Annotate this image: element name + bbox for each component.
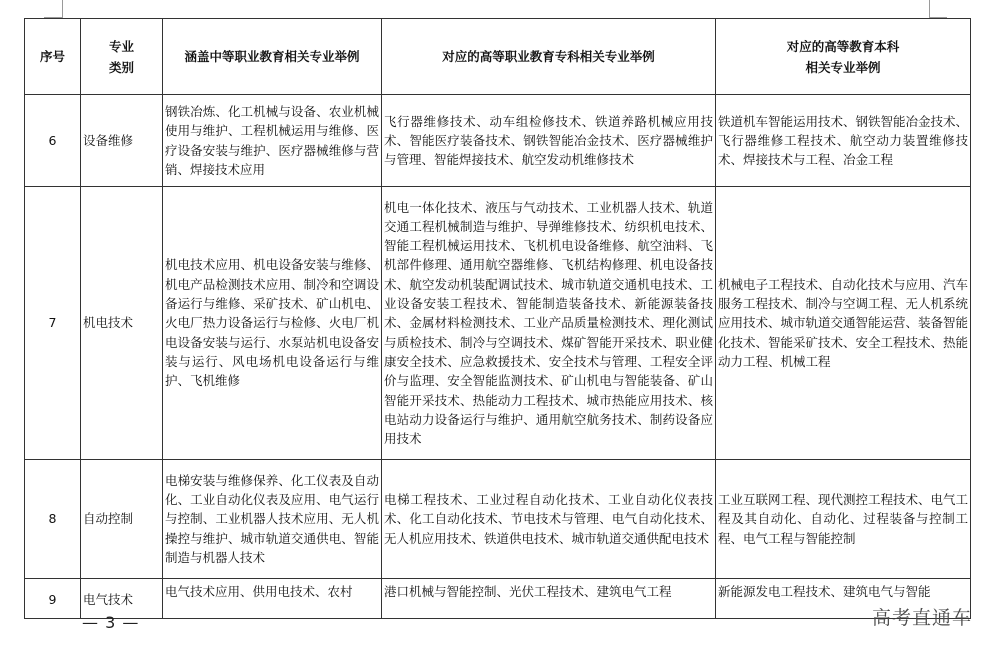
crop-mark-left: [62, 0, 63, 18]
table-row: [25, 95, 971, 187]
header-category: 专业 类别: [81, 19, 163, 95]
table-row: [25, 460, 971, 579]
row-vocational-examples: 电梯工程技术、工业过程自动化技术、工业自动化仪表技术、化工自动化技术、节电技术与管理、电气自动化技术、无人机应用技术、铁道供电技术、城市轨道交通供配电技术: [382, 460, 716, 579]
row-vocational-examples: 机电一体化技术、液压与气动技术、工业机器人技术、轨道交通工程机械制造与维护、导弹维修技术、纺织机电技术、智能工程机械运用技术、飞机机电设备维修、航空油料、飞机部件修理、通用航空器维修、飞机结构修理、机电设备技术、航空发动机装配调试技术、城市轨道交通机电技术、工业设备安装工程技术、智能制造装备技术、新能源装备技术、金属材料检测技术、工业产品质量检测技术、理化测试与质检技术、制冷与空调技术、煤矿智能开采技术、职业健康安全技术、应急救援技术、安全技术与管理、工程安全评价与监理、安全智能监测技术、矿山机电与智能装备、矿山智能开采技术、热能动力工程技术、城市热能应用技术、核电站动力设备运行与维护、通用航空航务技术、制药设备应用技术: [382, 187, 716, 460]
table-row: [25, 579, 971, 619]
crop-mark-right: [929, 0, 930, 18]
row-vocational-examples: 飞行器维修技术、动车组检修技术、铁道养路机械应用技术、智能医疗装备技术、钢铁智能冶金技术、医疗器械维护与管理、智能焊接技术、航空发动机维修技术: [382, 95, 716, 187]
row-category: 机电技术: [81, 187, 163, 460]
row-undergraduate-examples: 新能源发电工程技术、建筑电气与智能: [716, 579, 971, 619]
row-undergraduate-examples: 铁道机车智能运用技术、钢铁智能冶金技术、飞行器维修工程技术、航空动力装置维修技术、焊接技术与工程、冶金工程: [716, 95, 971, 187]
row-secondary-examples: 电气技术应用、供用电技术、农村: [163, 579, 382, 619]
header-secondary: 涵盖中等职业教育相关专业举例: [163, 19, 382, 95]
header-undergraduate: 对应的高等教育本科 相关专业举例: [716, 19, 971, 95]
row-category: 设备维修: [81, 95, 163, 187]
watermark-text: 高考直通车: [871, 607, 972, 629]
row-undergraduate-examples: 机械电子工程技术、自动化技术与应用、汽车服务工程技术、制冷与空调工程、无人机系统应用技术、城市轨道交通智能运营、装备智能化技术、智能采矿技术、安全工程技术、热能动力工程、机械工程: [716, 187, 971, 460]
row-vocational-examples: 港口机械与智能控制、光伏工程技术、建筑电气工程: [382, 579, 716, 619]
header-vocational: 对应的高等职业教育专科相关专业举例: [382, 19, 716, 95]
row-category: 电气技术: [81, 579, 163, 619]
row-secondary-examples: 机电技术应用、机电设备安装与维修、机电产品检测技术应用、制冷和空调设备运行与维修、采矿技术、矿山机电、火电厂热力设备运行与检修、火电厂机电设备安装与运行、水泵站机电设备安装与运行、风电场机电设备运行与维护、飞机维修: [163, 187, 382, 460]
row-undergraduate-examples: 工业互联网工程、现代测控工程技术、电气工程及其自动化、自动化、过程装备与控制工程、电气工程与智能控制: [716, 460, 971, 579]
table-header-row: [25, 19, 971, 95]
row-number: 8: [25, 460, 81, 579]
row-secondary-examples: 钢铁冶炼、化工机械与设备、农业机械使用与维护、工程机械运用与维修、医疗设备安装与维护、医疗器械维修与营销、焊接技术应用: [163, 95, 382, 187]
major-category-table: [24, 18, 971, 619]
header-no: 序号: [25, 19, 81, 95]
row-number: 7: [25, 187, 81, 460]
row-category: 自动控制: [81, 460, 163, 579]
page-number: — 3 —: [82, 613, 140, 632]
row-number: 9: [25, 579, 81, 619]
table-row: [25, 187, 971, 460]
row-secondary-examples: 电梯安装与维修保养、化工仪表及自动化、工业自动化仪表及应用、电气运行与控制、工业机器人技术应用、无人机操控与维护、城市轨道交通供电、智能制造与机器人技术: [163, 460, 382, 579]
row-number: 6: [25, 95, 81, 187]
